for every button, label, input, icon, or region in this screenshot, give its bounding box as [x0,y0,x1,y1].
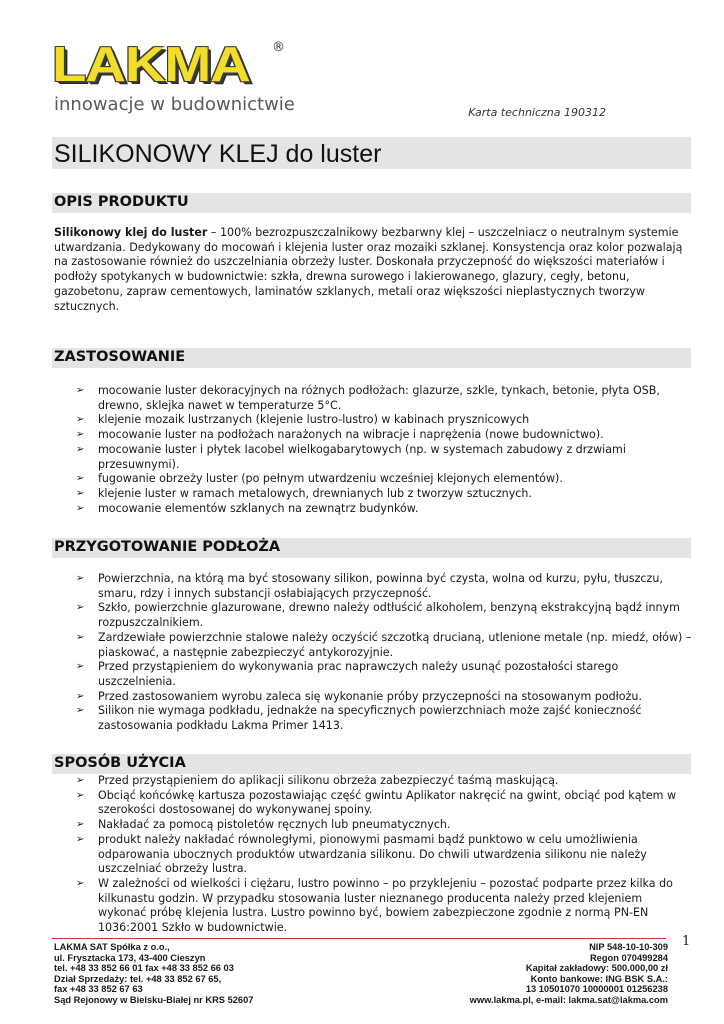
list-item-text: Zardzewiałe powierzchnie stalowe należy oczyścić szczotką drucianą, utlenione metale (np. miedź, ołów) – piaskować, a następnie zabezpieczyć antykorozyjnie. [98,630,692,659]
list-item [54,384,694,413]
list-item [54,413,694,428]
bullet-arrow-icon: ➢ [76,819,85,831]
section-heading-sposob [52,754,691,774]
list-item [54,704,694,733]
footer-line: www.lakma.pl, e-mail: lakma.sat@lakma.com [469,994,668,1005]
footer-line: LAKMA SAT Spółka z o.o., [54,942,170,952]
bullet-arrow-icon: ➢ [76,473,85,485]
list-item-text: fugowanie obrzeży luster (po pełnym utwardzeniu wcześniej klejonych elementów). [98,472,563,486]
list-item [54,472,694,487]
list-item [54,690,694,705]
page-title: SILIKONOWY KLEJ do luster [54,140,382,168]
list-item-text: W zależności od wielkości i ciężaru, lustro powinno – po przyklejeniu – pozostać podparte przez kilka do kilkunastu godzin. W przypadku stosowania luster nieznanego producenta należy przed klejeniem wykonać próbę klejenia lustra. Lustro powinno być, bowiem zabezpieczone zgodnie z normą PN-EN 1036:2001 Szkło w budownictwie. [98,876,673,935]
product-description-text: – 100% bezrozpuszczalnikowy bezbarwny klej – uszczelniacz o neutralnym systemie utwardzania. Dedykowany do mocowań i klejenia luster oraz mozaiki szklanej. Konsystencja oraz kolor pozwalają na zastosowanie również do uszczelniania obrzeży luster. Doskonała przyczepność do większości materiałów i podłoży spotykanych w budownictwie: szkła, drewna surowego i lakierowanego, glazury, cegły, betonu, gazobetonu, zapraw cementowych, laminatów szklanych, metali oraz większości nieplastycznych tworzyw sztucznych. [54,226,683,313]
section-heading-text: PRZYGOTOWANIE PODŁOŻA [54,539,281,555]
footer-company-info [54,942,354,1006]
logo-wordmark: LAKMA [52,38,250,92]
footer-line: Dział Sprzedaży: tel. +48 33 852 67 65, [54,973,222,984]
list-item [54,774,694,789]
bullet-arrow-icon: ➢ [76,602,85,614]
bullet-arrow-icon: ➢ [76,385,85,396]
list-item [54,789,694,818]
bullet-arrow-icon: ➢ [76,789,85,801]
bullet-arrow-icon: ➢ [76,429,85,441]
zastosowanie-list [54,384,694,516]
bullet-arrow-icon: ➢ [76,705,85,717]
footer-line: NIP 548-10-10-309 [589,942,668,952]
footer-line: 13 10501070 10000001 01256238 [525,984,668,995]
section-heading-text: ZASTOSOWANIE [54,349,186,365]
bullet-arrow-icon: ➢ [76,631,85,643]
footer-line: Konto bankowe: ING BSK S.A.: [530,973,668,984]
list-item [54,428,694,443]
list-item-text: Nakładać za pomocą pistoletów ręcznych lub pneumatycznych. [98,818,451,832]
list-item [54,877,694,936]
list-item-text: Przed przystąpieniem do aplikacji silikonu obrzeża zabezpieczyć taśmą maskującą. [98,774,559,787]
list-item-text: klejenie luster w ramach metalowych, drewnianych lub z tworzyw sztucznych. [98,486,532,500]
footer-divider [52,938,666,939]
list-item [54,443,694,472]
list-item-text: mocowanie elementów szklanych na zewnątrz budynków. [98,501,419,515]
list-item [54,487,694,502]
list-item-text: Przed zastosowaniem wyrobu zaleca się wykonanie próby przyczepności na stosowanym podłożu. [98,689,642,703]
section-heading-przygotowanie [52,538,691,558]
bullet-arrow-icon: ➢ [76,414,85,426]
list-item-text: Obciąć końcówkę kartusza pozostawiając część gwintu Aplikator nakręcić na gwint, obciąć pod kątem w szerokości dostosowanej do wykonywanej spoiny. [98,788,677,817]
bullet-arrow-icon: ➢ [76,573,85,584]
list-item-text: mocowanie luster i płytek Iacobel wielkogabarytowych (np. w systemach zabudowy z drzwiami przesuwnymi). [98,442,626,471]
bullet-arrow-icon: ➢ [76,661,85,673]
list-item [54,818,694,833]
bullet-arrow-icon: ➢ [76,502,85,514]
footer-registration-info [368,942,668,1006]
list-item-text: Powierzchnia, na którą ma być stosowany silikon, powinna być czysta, wolna od kurzu, pyłu, tłuszczu, smaru, rdzy i innych substancji osłabiających przyczepność. [98,572,663,600]
product-description [54,226,694,314]
sposob-list [54,774,694,936]
bullet-arrow-icon: ➢ [76,487,85,499]
list-item [54,631,694,660]
registered-mark: ® [272,40,285,55]
bullet-arrow-icon: ➢ [76,690,85,702]
bullet-arrow-icon: ➢ [76,833,85,845]
product-name-bold: Silikonowy klej do luster [54,226,208,239]
bullet-arrow-icon: ➢ [76,443,85,455]
footer-line: tel. +48 33 852 66 01 fax +48 33 852 66 03 [54,963,234,974]
list-item-text: Szkło, powierzchnie glazurowane, drewno należy odtłuścić alkoholem, benzyną ekstrakcyjną bądź innym rozpuszczalnikiem. [98,601,680,630]
section-heading-text: OPIS PRODUKTU [54,194,189,210]
list-item [54,601,694,630]
title-bar [52,137,691,169]
list-item [54,660,694,689]
card-number: Karta techniczna 190312 [468,106,606,119]
przygotowanie-list [54,572,694,734]
list-item-text: mocowanie luster dekoracyjnych na różnych podłożach: glazurze, szkle, tynkach, betonie, płyta OSB, drewno, sklejka nawet w temperaturze 5°C. [98,384,660,412]
page-number: 1 [682,934,691,949]
footer-line: Kapitał zakładowy: 500.000,00 zł [525,963,668,974]
footer-line: ul. Frysztacka 173, 43-400 Cieszyn [54,952,206,963]
list-item-text: produkt należy nakładać równoległymi, pionowymi pasmami bądź punktowo w celu umożliwienia odparowania ubocznych produktów utwardzania silikonu. Do chwili utwardzenia silikonu nie należy uszczelniać obrzeży lustra. [98,832,647,876]
bullet-arrow-icon: ➢ [76,877,85,889]
list-item-text: mocowanie luster na podłożach narażonych na wibracje i naprężenia (nowe budownictwo). [98,428,604,442]
logo-tagline: innowacje w budownictwie [54,94,295,115]
list-item-text: klejenie mozaik lustrzanych (klejenie lustro-lustro) w kabinach prysznicowych [98,413,530,427]
footer-line: Sąd Rejonowy w Bielsku-Białej nr KRS 52607 [54,994,254,1005]
list-item [54,833,694,877]
list-item [54,572,694,601]
list-item-text: Przed przystąpieniem do wykonywania prac naprawczych należy usunąć pozostałości starego uszczelnienia. [98,660,619,688]
list-item [54,502,694,517]
section-heading-opis [52,193,691,213]
section-heading-zastosowanie [52,348,691,368]
footer-line: fax +48 33 852 67 63 [54,984,143,995]
section-heading-text: SPOSÓB UŻYCIA [54,755,186,771]
list-item-text: Silikon nie wymaga podkładu, jednakże na specyficznych powierzchniach może zajść konieczność zastosowania podkładu Lakma Primer 1413. [98,704,642,733]
footer-line: Regon 070499284 [589,952,668,963]
bullet-arrow-icon: ➢ [76,775,85,786]
